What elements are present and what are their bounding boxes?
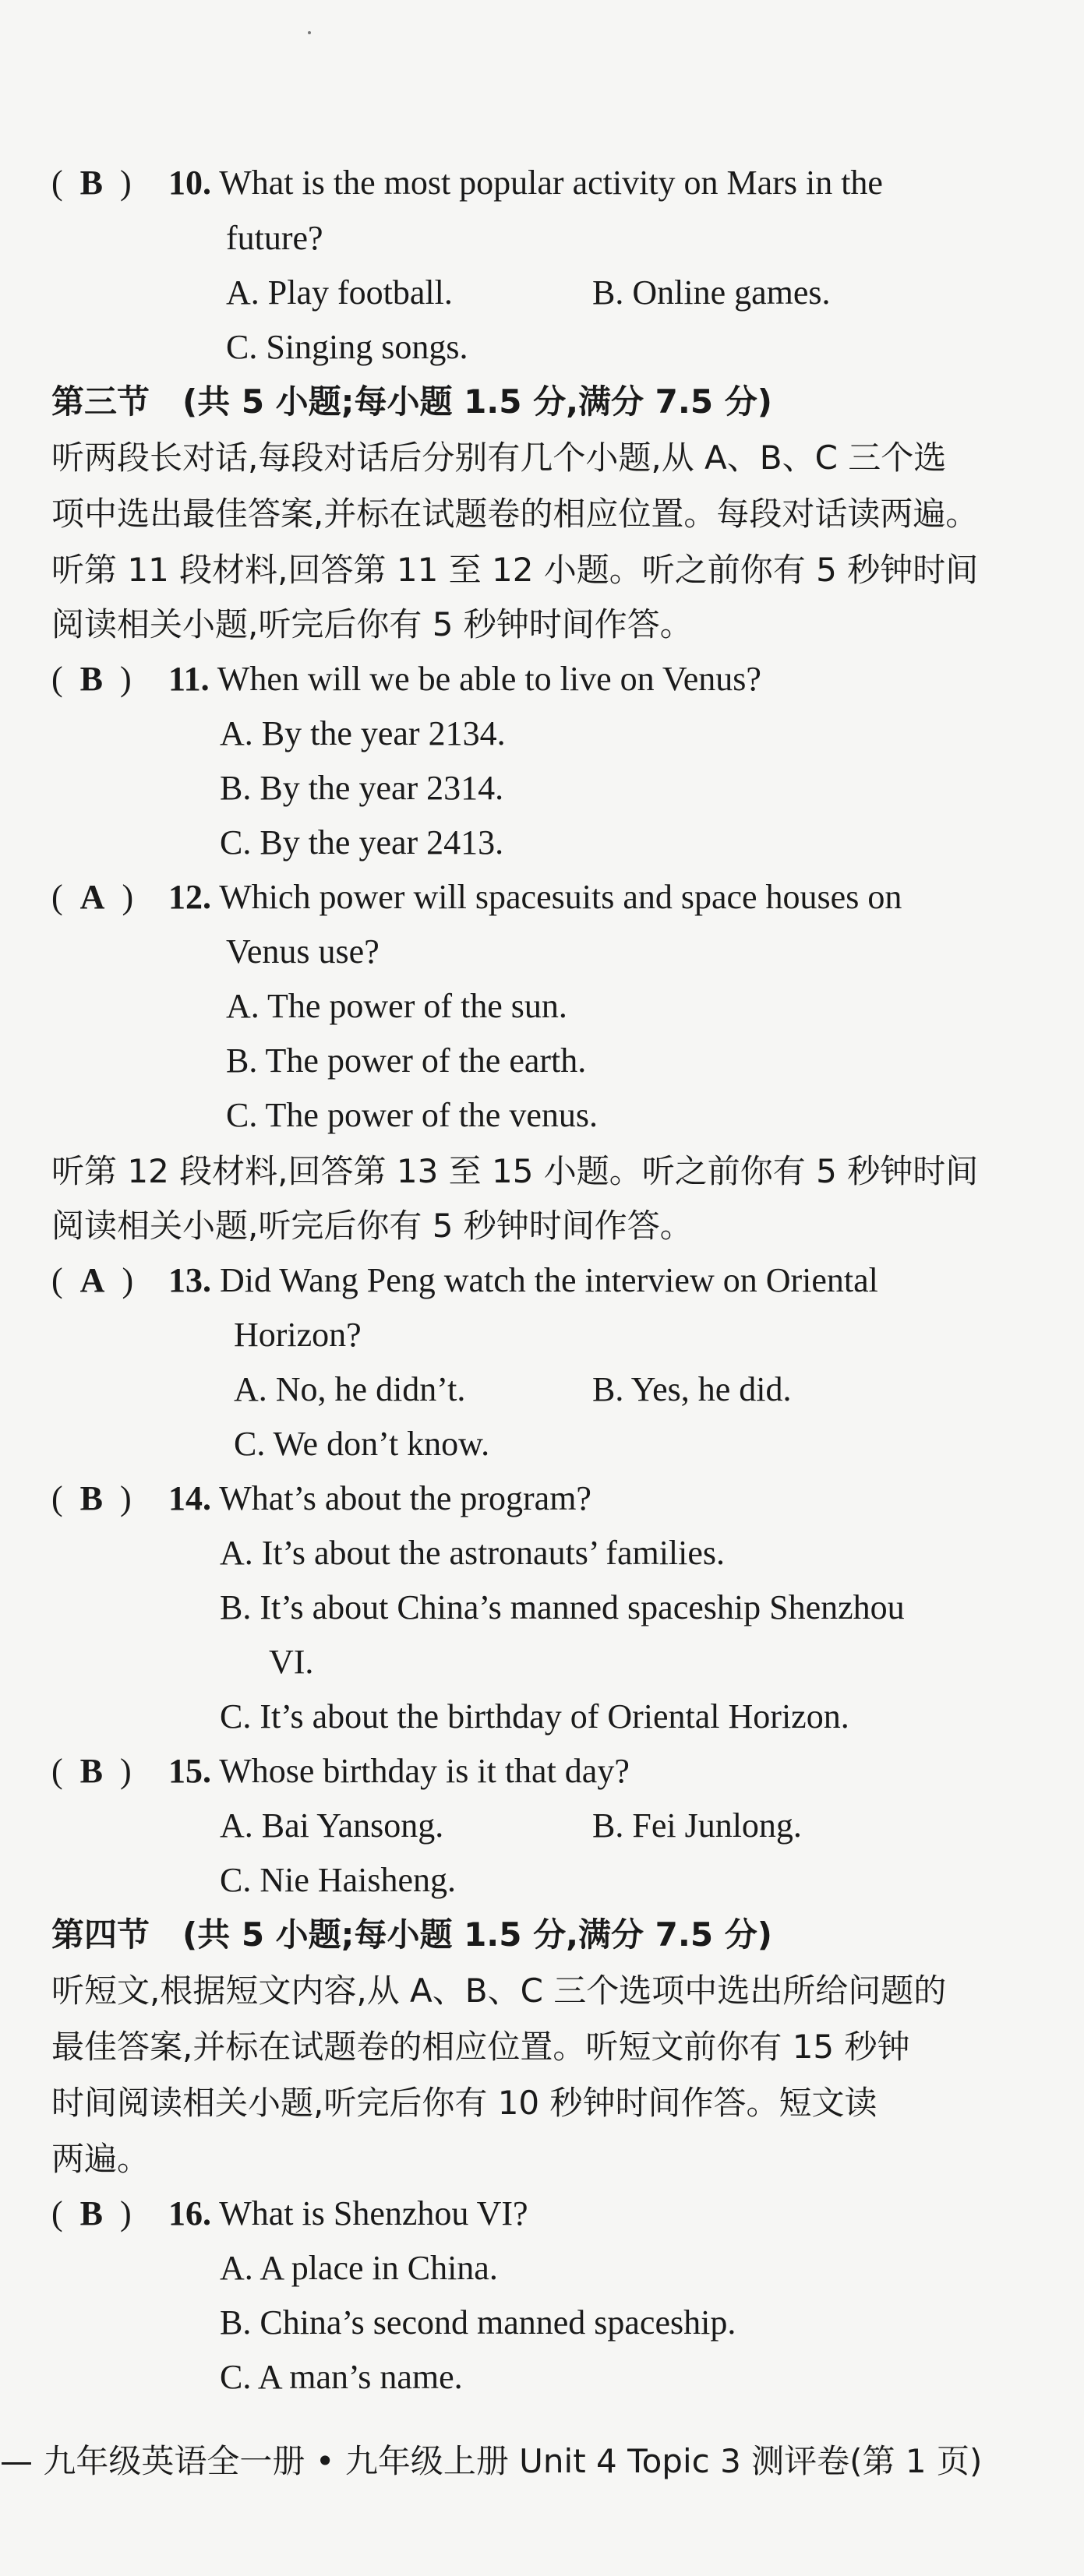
option-a: A. Bai Yansong.	[220, 1806, 444, 1845]
instruction-line: 两遍。	[51, 2140, 150, 2178]
answer-bracket: ( A )	[51, 1261, 134, 1299]
option-b: B. China’s second manned spaceship.	[220, 2303, 736, 2342]
option-c: C. The power of the venus.	[226, 1096, 598, 1134]
answer-bracket: ( B )	[51, 660, 132, 698]
instruction-line: 最佳答案,并标在试题卷的相应位置。听短文前你有 15 秒钟	[51, 2028, 910, 2066]
question-text: When will we be able to live on Venus?	[217, 660, 761, 698]
option-a: A. It’s about the astronauts’ families.	[220, 1534, 726, 1572]
option-c: C. Nie Haisheng.	[220, 1861, 457, 1899]
option-b-cont: VI.	[269, 1643, 314, 1681]
option-b: B. By the year 2314.	[220, 769, 504, 807]
question-text: What is Shenzhou VI?	[219, 2194, 528, 2232]
question-number: 15.	[168, 1752, 211, 1790]
section-heading-4: 第四节 (共 5 小题;每小题 1.5 分,满分 7.5 分)	[51, 1915, 772, 1954]
instruction-line: 项中选出最佳答案,并标在试题卷的相应位置。每段对话读两遍。	[51, 495, 979, 533]
answer-bracket: ( B )	[51, 2194, 132, 2232]
instruction-line: 听两段长对话,每段对话后分别有几个小题,从 A、B、C 三个选	[51, 439, 947, 477]
option-c: C. By the year 2413.	[220, 823, 504, 862]
instruction-line: 阅读相关小题,听完后你有 5 秒钟时间作答。	[51, 605, 693, 643]
option-a: A. By the year 2134.	[220, 714, 506, 752]
option-a: A. No, he didn’t.	[234, 1370, 466, 1408]
question-text: Did Wang Peng watch the interview on Oriental	[220, 1261, 878, 1299]
question-number: 13.	[168, 1261, 211, 1299]
page-footer: — 九年级英语全一册 • 九年级上册 Unit 4 Topic 3 测评卷(第 1 页)	[0, 2442, 983, 2480]
question-text: Whose birthday is it that day?	[219, 1752, 630, 1790]
question-text-cont: Venus use?	[226, 932, 380, 971]
answer-bracket: ( B )	[51, 164, 132, 202]
question-text-cont: Horizon?	[234, 1316, 362, 1354]
option-b: B. It’s about China’s manned spaceship Shenzhou	[220, 1588, 905, 1626]
section-heading-3: 第三节 (共 5 小题;每小题 1.5 分,满分 7.5 分)	[51, 382, 772, 421]
option-b: B. Online games.	[592, 273, 831, 312]
instruction-line: 听第 11 段材料,回答第 11 至 12 小题。听之前你有 5 秒钟时间	[51, 551, 979, 589]
question-16	[51, 2190, 528, 2237]
instruction-line: 听短文,根据短文内容,从 A、B、C 三个选项中选出所给问题的	[51, 1972, 947, 2010]
option-b: B. Yes, he did.	[592, 1370, 792, 1408]
option-c: C. It’s about the birthday of Oriental Horizon.	[220, 1697, 849, 1736]
answer-bracket: ( B )	[51, 1479, 132, 1517]
question-10	[51, 160, 883, 206]
question-text: What’s about the program?	[219, 1479, 591, 1517]
question-12	[51, 874, 902, 921]
question-number: 12.	[168, 878, 211, 916]
question-text: What is the most popular activity on Mars in the	[219, 164, 883, 202]
option-c: C. Singing songs.	[226, 328, 468, 366]
question-14	[51, 1475, 591, 1522]
instruction-line: 时间阅读相关小题,听完后你有 10 秒钟时间作答。短文读	[51, 2084, 877, 2122]
question-text: Which power will spacesuits and space houses on	[219, 878, 902, 916]
option-a: A. A place in China.	[220, 2249, 498, 2287]
question-number: 14.	[168, 1479, 211, 1517]
question-number: 11.	[168, 660, 210, 698]
option-a: A. The power of the sun.	[226, 987, 567, 1025]
question-11	[51, 656, 761, 703]
option-b: B. Fei Junlong.	[592, 1806, 802, 1845]
option-c: C. We don’t know.	[234, 1425, 490, 1463]
question-15	[51, 1748, 630, 1795]
answer-bracket: ( A )	[51, 878, 134, 916]
question-text-cont: future?	[226, 219, 323, 257]
instruction-line: 听第 12 段材料,回答第 13 至 15 小题。听之前你有 5 秒钟时间	[51, 1152, 979, 1190]
question-number: 10.	[168, 164, 211, 202]
question-number: 16.	[168, 2194, 211, 2232]
option-a: A. Play football.	[226, 273, 453, 312]
question-13	[51, 1257, 878, 1304]
option-b: B. The power of the earth.	[226, 1041, 587, 1080]
option-c: C. A man’s name.	[220, 2358, 463, 2396]
answer-bracket: ( B )	[51, 1752, 132, 1790]
scan-dot	[308, 31, 311, 34]
instruction-line: 阅读相关小题,听完后你有 5 秒钟时间作答。	[51, 1207, 693, 1245]
